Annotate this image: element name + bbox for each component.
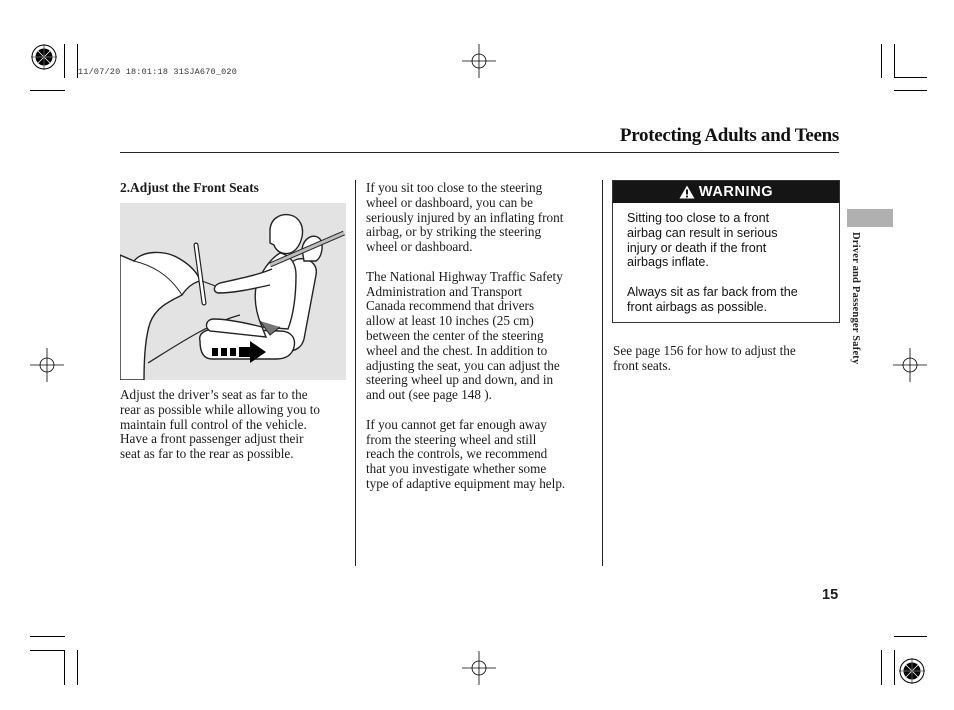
text-line: front seats. xyxy=(613,357,671,373)
text-line: seat as far to the rear as possible. xyxy=(120,446,294,462)
paragraph xyxy=(366,270,598,403)
text-line: rear as possible while allowing you to xyxy=(120,401,320,417)
paragraph xyxy=(366,418,598,492)
warning-header xyxy=(613,181,839,203)
text-line: allow at least 10 inches (25 cm) xyxy=(366,313,534,329)
column-divider xyxy=(355,180,356,566)
registration-crosshair-icon xyxy=(893,348,927,382)
text-line: airbag, or by striking the steering xyxy=(366,224,542,240)
registration-rosette-icon xyxy=(899,658,925,684)
text-line: Administration and Transport xyxy=(366,283,523,299)
text-line: from the steering wheel and still xyxy=(366,431,537,447)
paragraph xyxy=(627,285,825,315)
print-info: 11/07/20 18:01:18 31SJA670_020 xyxy=(78,67,238,77)
text-line: airbag can result in serious xyxy=(627,225,778,240)
registration-crosshair-icon xyxy=(462,651,496,685)
section-heading: 2.Adjust the Front Seats xyxy=(120,180,259,195)
text-line: airbags inflate. xyxy=(627,255,709,270)
column2-text xyxy=(366,181,598,507)
text-line: wheel or dashboard. xyxy=(366,239,473,255)
text-line: adjusting the seat, you can adjust the xyxy=(366,357,560,373)
warning-box xyxy=(612,180,840,323)
text-line: seriously injured by an inflating front xyxy=(366,209,564,225)
text-line: wheel or dashboard, you can be xyxy=(366,194,533,210)
column1-text xyxy=(120,388,352,462)
paragraph xyxy=(366,181,598,255)
text-line: Canada recommend that drivers xyxy=(366,298,535,314)
seated-driver-illustration xyxy=(120,203,346,380)
registration-rosette-icon xyxy=(31,44,57,70)
registration-crosshair-icon xyxy=(30,348,64,382)
text-line: The National Highway Traffic Safety xyxy=(366,268,563,284)
text-line: Always sit as far back from the xyxy=(627,285,798,300)
text-line: If you sit too close to the steering xyxy=(366,180,543,195)
text-line: type of adaptive equipment may help. xyxy=(366,475,566,491)
column-divider xyxy=(602,180,603,566)
text-line: between the center of the steering xyxy=(366,327,544,343)
section-tab xyxy=(847,209,893,227)
driver-seat-illustration xyxy=(120,203,346,380)
page-title: Protecting Adults and Teens xyxy=(619,125,839,146)
column3-text xyxy=(613,344,839,374)
paragraph xyxy=(627,211,825,270)
text-line: maintain full control of the vehicle. xyxy=(120,416,307,432)
text-line: injury or death if the front xyxy=(627,240,767,255)
text-line: front airbags as possible. xyxy=(627,299,768,314)
text-line: steering wheel up and down, and in xyxy=(366,372,554,388)
warning-triangle-icon xyxy=(679,185,695,199)
text-line: Have a front passenger adjust their xyxy=(120,431,304,447)
text-line: wheel and the chest. In addition to xyxy=(366,342,548,358)
section-label: Driver and Passenger Safety xyxy=(850,232,861,365)
text-line: Adjust the driver’s seat as far to the xyxy=(120,387,308,402)
page-reference-link[interactable]: See page 156 for how to adjust the xyxy=(613,343,796,358)
warning-text xyxy=(613,203,839,315)
page-number: 15 xyxy=(822,587,839,603)
text-line: Sitting too close to a front xyxy=(627,211,770,225)
title-divider xyxy=(120,152,839,153)
text-line: reach the controls, we recommend xyxy=(366,446,548,462)
warning-label: WARNING xyxy=(698,184,774,200)
text-line: that you investigate whether some xyxy=(366,461,547,477)
text-line: If you cannot get far enough away xyxy=(366,416,547,432)
registration-crosshair-icon xyxy=(462,44,496,78)
page-reference-link[interactable]: and out (see page 148 ). xyxy=(366,387,492,403)
